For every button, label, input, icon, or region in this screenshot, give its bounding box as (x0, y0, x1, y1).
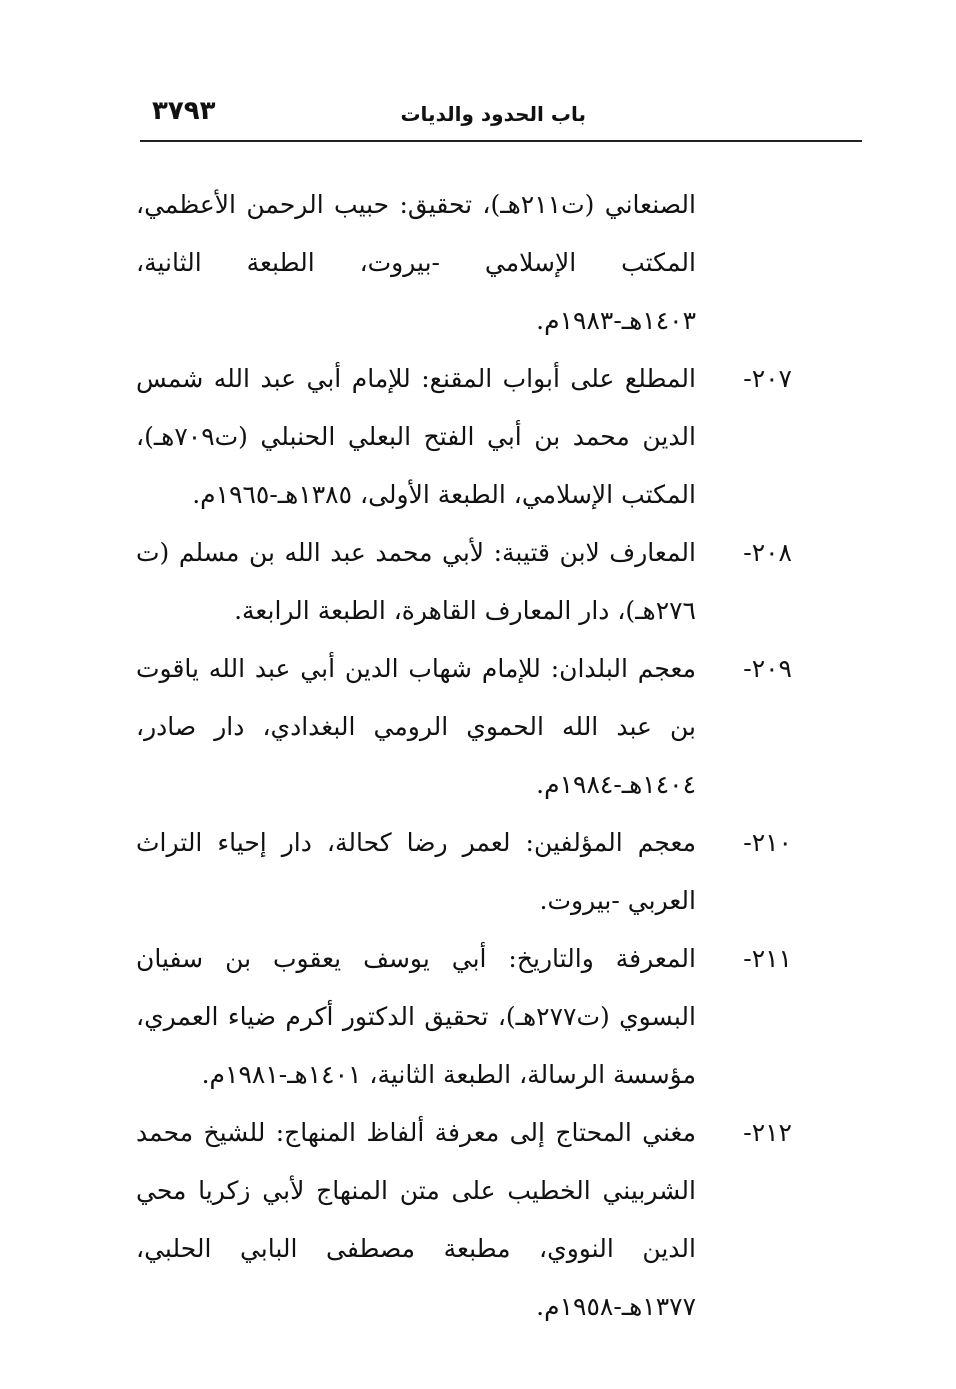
page-number: ٣٧٩٣ (152, 96, 216, 126)
entry-text: معجم البلدان: للإمام شهاب الدين أبي عبد الله ياقوت بن عبد الله الحموي الرومي البغدادي، دار صادر، ١٤٠٤هـ-١٩٨٤م. (136, 654, 696, 799)
running-header (140, 92, 862, 142)
entry-number: ٢٠٨- (743, 538, 792, 567)
bibliography-entry (136, 524, 792, 640)
bibliography-entry (136, 350, 792, 524)
entry-number: ٢٠٧- (743, 364, 792, 393)
bibliography-entry (136, 814, 792, 930)
entry-text: المعرفة والتاريخ: أبي يوسف يعقوب بن سفيان البسوي (ت٢٧٧هـ)، تحقيق الدكتور أكرم ضياء العمري، مؤسسة الرسالة، الطبعة الثانية، ١٤٠١هـ-١٩٨١م. (136, 944, 696, 1089)
bibliography-entry (136, 176, 792, 350)
entry-number: ٢١١- (743, 944, 792, 973)
bibliography-entry (136, 1104, 792, 1336)
chapter-title: باب الحدود والديات (400, 102, 586, 126)
bibliography-entry (136, 640, 792, 814)
entry-number: ٢١٠- (743, 828, 792, 857)
entry-text: مغني المحتاج إلى معرفة ألفاظ المنهاج: للشيخ محمد الشربيني الخطيب على متن المنهاج لأبي زكريا محي الدين النووي، مطبعة مصطفى البابي الحلبي، ١٣٧٧هـ-١٩٥٨م. (136, 1118, 696, 1321)
bibliography-entry (136, 930, 792, 1104)
entry-number: ٢١٢- (743, 1118, 792, 1147)
entry-number: ٢٠٩- (743, 654, 792, 683)
bibliography-list (136, 176, 792, 1336)
entry-text: الصنعاني (ت٢١١هـ)، تحقيق: حبيب الرحمن الأعظمي، المكتب الإسلامي -بيروت، الطبعة الثانية، ١٤٠٣هـ-١٩٨٣م. (136, 190, 696, 335)
entry-text: المعارف لابن قتيبة: لأبي محمد عبد الله بن مسلم (ت ٢٧٦هـ)، دار المعارف القاهرة، الطبعة الرابعة. (136, 538, 696, 625)
entry-text: معجم المؤلفين: لعمر رضا كحالة، دار إحياء التراث العربي -بيروت. (136, 828, 696, 915)
entry-text: المطلع على أبواب المقنع: للإمام أبي عبد الله شمس الدين محمد بن أبي الفتح البعلي الحنبلي (ت٧٠٩هـ)، المكتب الإسلامي، الطبعة الأولى، ١٣٨٥هـ-١٩٦٥م. (136, 364, 696, 509)
